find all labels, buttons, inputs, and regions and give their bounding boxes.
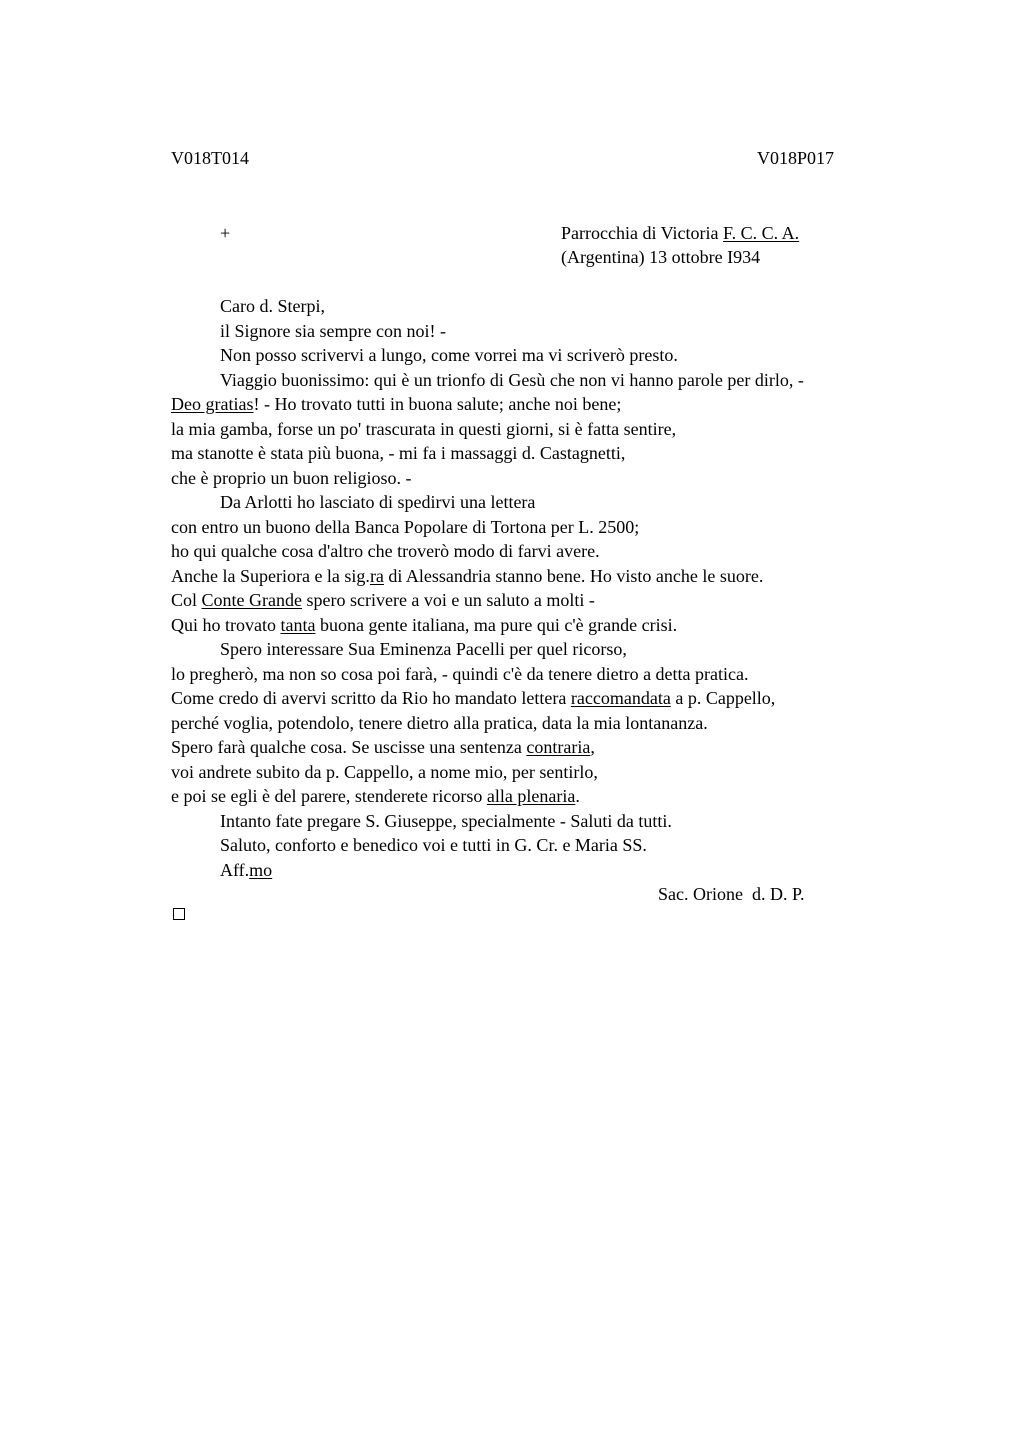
underlined-phrase: Deo gratias <box>171 394 254 414</box>
text-segment: a p. Cappello, <box>670 688 776 708</box>
letter-line: Non posso scrivervi a lungo, come vorrei ma vi scriverò presto. <box>220 345 678 365</box>
underlined-phrase: Conte Grande <box>201 590 302 610</box>
text-segment: . <box>575 786 580 806</box>
text-segment: , <box>590 737 595 757</box>
text-segment: Come credo di avervi scritto da Rio ho mandato lettera <box>171 688 571 708</box>
text-segment: Aff. <box>220 859 250 880</box>
letter-line: perché voglia, potendolo, tenere dietro alla pratica, data la mia lontananza. <box>171 712 708 733</box>
letter-line <box>171 784 580 809</box>
letter-line: Spero interessare Sua Eminenza Pacelli per quel ricorso, <box>220 639 627 659</box>
closing <box>220 858 272 883</box>
text-segment: spero scrivere a voi e un saluto a molti - <box>301 590 595 610</box>
letter-line: Saluto, conforto e benedico voi e tutti in G. Cr. e Maria SS. <box>220 835 647 855</box>
letter-place <box>561 221 799 245</box>
text-segment: Anche la Superiora e la sig. <box>171 565 370 586</box>
letter-line <box>171 564 763 589</box>
letter-line: il Signore sia sempre con noi! - <box>220 320 446 341</box>
underlined-phrase: tanta <box>280 614 316 635</box>
text-segment: di Alessandria stanno bene. Ho visto anche le suore. <box>383 565 764 586</box>
letter-line: Intanto fate pregare S. Giuseppe, specialmente - Saluti da tutti. <box>220 810 672 831</box>
left-document-code: V018T014 <box>171 148 249 168</box>
letter-line: lo pregherò, ma non so cosa poi farà, - quindi c'è da tenere dietro a detta pratica. <box>171 663 749 684</box>
letter-line: che è proprio un buon religioso. - <box>171 467 412 488</box>
place-prefix: Parrocchia di Victoria <box>561 223 724 243</box>
letter-line <box>171 588 595 613</box>
underlined-phrase: ra <box>369 565 384 586</box>
letter-line <box>171 613 677 638</box>
checkbox-square-icon <box>173 908 185 920</box>
letter-line <box>171 686 775 711</box>
signature: Sac. Orione d. D. P. <box>658 884 805 904</box>
letter-date: (Argentina) 13 ottobre I934 <box>561 247 761 267</box>
place-underlined: F. C. C. A. <box>723 223 800 243</box>
letter-line: voi andrete subito da p. Cappello, a nome mio, per sentirlo, <box>171 761 598 782</box>
text-segment: e poi se egli è del parere, stenderete ricorso <box>171 786 487 806</box>
text-segment: Col <box>171 590 202 610</box>
underlined-phrase: raccomandata <box>570 688 671 708</box>
underlined-phrase: alla plenaria <box>486 786 576 806</box>
letter-line: ma stanotte è stata più buona, - mi fa i massaggi d. Castagnetti, <box>171 443 626 463</box>
text-segment: buona gente italiana, ma pure qui c'è grande crisi. <box>315 614 678 635</box>
text-segment: ! - Ho trovato tutti in buona salute; anche noi bene; <box>253 394 622 414</box>
right-document-code: V018P017 <box>757 148 835 168</box>
salutation: Caro d. Sterpi, <box>220 296 325 316</box>
cross-symbol: + <box>220 223 231 243</box>
letter-line: Da Arlotti ho lasciato di spedirvi una lettera <box>220 492 536 512</box>
letter-line: ho qui qualche cosa d'altro che troverò modo di farvi avere. <box>171 541 600 561</box>
letter-line <box>171 735 595 760</box>
underlined-phrase: mo <box>249 859 273 880</box>
text-segment: Qui ho trovato <box>171 614 281 635</box>
underlined-phrase: contraria <box>526 737 591 757</box>
text-segment: Spero farà qualche cosa. Se uscisse una sentenza <box>171 737 527 757</box>
letter-line: con entro un buono della Banca Popolare di Tortona per L. 2500; <box>171 516 640 537</box>
letter-line: Viaggio buonissimo: qui è un trionfo di Gesù che non vi hanno parole per dirlo, - <box>220 369 804 390</box>
letter-line <box>171 392 621 417</box>
letter-line: la mia gamba, forse un po' trascurata in questi giorni, si è fatta sentire, <box>171 418 677 439</box>
